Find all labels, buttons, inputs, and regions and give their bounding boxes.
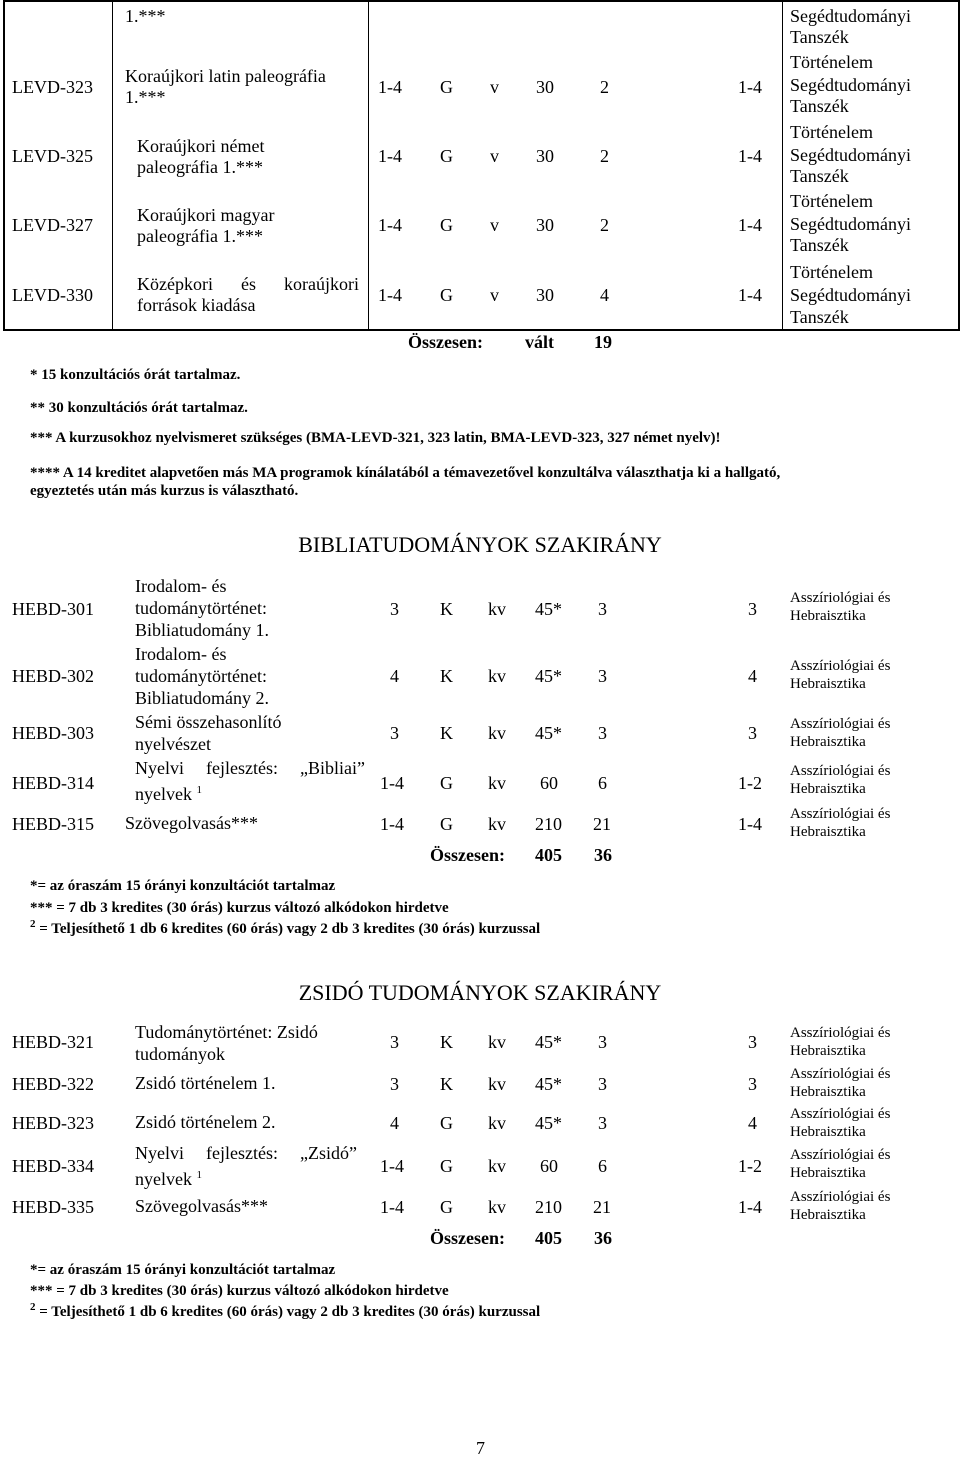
recommended-semester: 1-2 (738, 1156, 762, 1176)
total-label: Összesen: (430, 1228, 505, 1248)
credits: 2 (600, 215, 609, 235)
course-type: G (440, 285, 453, 305)
credits: 3 (598, 1032, 607, 1052)
hours: 45* (535, 723, 562, 743)
course-name: Zsidó történelem 1. (135, 1073, 276, 1093)
course-name: 1.*** (125, 87, 166, 107)
course-code: LEVD-330 (12, 285, 93, 305)
course-code: HEBD-322 (12, 1074, 94, 1094)
dept-line: Hebraisztika (790, 734, 866, 750)
course-name-tail: 1.*** (125, 6, 166, 26)
hours: 45* (535, 1113, 562, 1133)
footnote-marker: 1 (196, 1169, 202, 1181)
course-name: Koraújkori német (137, 136, 265, 156)
hours: 60 (540, 1156, 558, 1176)
footnote: = Teljesíthető 1 db 6 kredites (60 órás) vagy 2 db 3 kredites (30 órás) kurzussal (39, 1304, 541, 1320)
hours: 210 (535, 1197, 562, 1217)
course-name: Bibliatudomány 2. (135, 688, 269, 708)
course-name: Szövegolvasás*** (125, 813, 258, 833)
dept-line: Tanszék (790, 166, 849, 186)
hours: 60 (540, 773, 558, 793)
total-hours: 405 (535, 1228, 562, 1248)
course-code: LEVD-327 (12, 215, 93, 235)
hours: 30 (536, 77, 554, 97)
eval-type: kv (488, 773, 506, 793)
course-type: G (440, 146, 453, 166)
course-name: Bibliatudomány 1. (135, 620, 269, 640)
course-type: G (440, 1113, 453, 1133)
eval-type: kv (488, 723, 506, 743)
recommended-semester: 1-2 (738, 773, 762, 793)
dept-line: Segédtudományi (790, 145, 911, 165)
recommended-semester: 4 (748, 666, 757, 686)
course-type: G (440, 77, 453, 97)
eval-type: kv (488, 666, 506, 686)
course-name: Sémi összehasonlító (135, 712, 282, 732)
footnote: *** A kurzusokhoz nyelvismeret szükséges (BMA-LEVD-321, 323 latin, BMA-LEVD-323, 327 német nyelv)! (30, 430, 721, 446)
dept-line: Asszíriológiai és (790, 763, 891, 779)
course-name: Irodalom- és (135, 644, 227, 664)
course-type: G (440, 1197, 453, 1217)
dept-line: Tanszék (790, 96, 849, 116)
credits: 6 (598, 1156, 607, 1176)
semester: 3 (390, 1074, 399, 1094)
semester: 1-4 (378, 215, 402, 235)
eval-type: v (490, 215, 499, 235)
dept-line: Hebraisztika (790, 1124, 866, 1140)
dept-line: Történelem (790, 262, 873, 282)
credits: 21 (593, 814, 611, 834)
course-type: K (440, 666, 453, 686)
dept-line: Hebraisztika (790, 676, 866, 692)
dept-line: Segédtudományi (790, 75, 911, 95)
eval-type: kv (488, 1113, 506, 1133)
hours: 30 (536, 285, 554, 305)
semester: 3 (390, 1032, 399, 1052)
eval-type: kv (488, 1074, 506, 1094)
dept-line: Tanszék (790, 307, 849, 327)
credits: 3 (598, 1113, 607, 1133)
course-code: HEBD-334 (12, 1156, 94, 1176)
footnote: egyeztetés után más kurzus is választható. (30, 483, 299, 499)
course-name: Koraújkori magyar (137, 205, 275, 225)
semester: 1-4 (380, 1156, 404, 1176)
course-name: paleográfia 1.*** (137, 226, 263, 246)
semester: 1-4 (378, 77, 402, 97)
course-code: LEVD-325 (12, 146, 93, 166)
total-credits: 36 (594, 845, 612, 865)
dept-line: Hebraisztika (790, 824, 866, 840)
course-name: Szövegolvasás*** (135, 1196, 268, 1216)
hours: 45* (535, 1074, 562, 1094)
recommended-semester: 1-4 (738, 146, 762, 166)
total-credits: 19 (594, 332, 612, 352)
dept-line: Hebraisztika (790, 781, 866, 797)
total-credits: 36 (594, 1228, 612, 1248)
dept-line: Asszíriológiai és (790, 658, 891, 674)
semester: 3 (390, 599, 399, 619)
footnote-marker: 2 (30, 918, 36, 930)
semester: 3 (390, 723, 399, 743)
credits: 3 (598, 723, 607, 743)
recommended-semester: 1-4 (738, 1197, 762, 1217)
footnote: * 15 konzultációs órát tartalmaz. (30, 367, 241, 383)
footnote: ** 30 konzultációs órát tartalmaz. (30, 400, 248, 416)
course-type: G (440, 1156, 453, 1176)
course-name: Nyelvi fejlesztés: „Zsidó” (135, 1143, 357, 1163)
hours: 45* (535, 599, 562, 619)
course-type: K (440, 599, 453, 619)
dept-line: Asszíriológiai és (790, 1025, 891, 1041)
course-name: források kiadása (137, 295, 256, 315)
dept-line: Asszíriológiai és (790, 716, 891, 732)
course-code: HEBD-323 (12, 1113, 94, 1133)
dept-line: Tanszék (790, 27, 849, 47)
course-name: Középkori és koraújkori (137, 274, 359, 294)
course-type: G (440, 814, 453, 834)
recommended-semester: 3 (748, 1032, 757, 1052)
dept-line: Asszíriológiai és (790, 1106, 891, 1122)
dept-line: Hebraisztika (790, 1043, 866, 1059)
course-name: Koraújkori latin paleográfia (125, 66, 326, 86)
dept-line: Asszíriológiai és (790, 1189, 891, 1205)
course-name: Tudománytörténet: Zsidó (135, 1022, 318, 1042)
dept-line: Asszíriológiai és (790, 1066, 891, 1082)
eval-type: kv (488, 814, 506, 834)
eval-type: v (490, 77, 499, 97)
recommended-semester: 1-4 (738, 814, 762, 834)
credits: 4 (600, 285, 609, 305)
course-code: HEBD-301 (12, 599, 94, 619)
semester: 4 (390, 666, 399, 686)
hours: 30 (536, 146, 554, 166)
semester: 1-4 (378, 285, 402, 305)
dept-line: Történelem (790, 191, 873, 211)
semester: 1-4 (378, 146, 402, 166)
total-eval: vált (525, 332, 554, 352)
semester: 4 (390, 1113, 399, 1133)
recommended-semester: 3 (748, 723, 757, 743)
total-hours: 405 (535, 845, 562, 865)
dept-line: Segédtudományi (790, 6, 911, 26)
dept-line: Tanszék (790, 235, 849, 255)
course-name: Nyelvi fejlesztés: „Bibliai” (135, 758, 365, 778)
semester: 1-4 (380, 1197, 404, 1217)
hours: 210 (535, 814, 562, 834)
hours: 30 (536, 215, 554, 235)
dept-line: Hebraisztika (790, 1084, 866, 1100)
credits: 3 (598, 666, 607, 686)
recommended-semester: 1-4 (738, 215, 762, 235)
footnote-wrap (30, 1301, 540, 1321)
footnote: *= az óraszám 15 órányi konzultációt tartalmaz (30, 878, 336, 894)
dept-line: Segédtudományi (790, 285, 911, 305)
eval-type: v (490, 146, 499, 166)
dept-line: Asszíriológiai és (790, 590, 891, 606)
dept-line: Hebraisztika (790, 608, 866, 624)
course-name: tudománytörténet: (135, 666, 267, 686)
course-name: paleográfia 1.*** (137, 157, 263, 177)
course-name: nyelvek (135, 1169, 192, 1189)
credits: 2 (600, 146, 609, 166)
course-type: K (440, 723, 453, 743)
page-number: 7 (476, 1438, 485, 1458)
section-heading: BIBLIATUDOMÁNYOK SZAKIRÁNY (298, 532, 662, 557)
course-code: HEBD-303 (12, 723, 94, 743)
course-code: LEVD-323 (12, 77, 93, 97)
footnote-marker: 1 (196, 784, 202, 796)
course-type: K (440, 1074, 453, 1094)
course-code: HEBD-314 (12, 773, 94, 793)
semester: 1-4 (380, 814, 404, 834)
footnote-wrap (30, 918, 540, 938)
credits: 3 (598, 599, 607, 619)
dept-line: Történelem (790, 122, 873, 142)
course-type: K (440, 1032, 453, 1052)
course-name: tudományok (135, 1044, 225, 1064)
section-heading: ZSIDÓ TUDOMÁNYOK SZAKIRÁNY (298, 980, 662, 1005)
footnote-marker: 2 (30, 1301, 36, 1313)
course-code: HEBD-335 (12, 1197, 94, 1217)
credits: 3 (598, 1074, 607, 1094)
footnote: **** A 14 kreditet alapvetően más MA programok kínálatából a témavezetővel konzultálva választhatja ki a hallgató, (30, 465, 781, 481)
total-label: Összesen: (408, 332, 483, 352)
course-type: G (440, 773, 453, 793)
course-name: tudománytörténet: (135, 598, 267, 618)
course-code: HEBD-315 (12, 814, 94, 834)
semester: 1-4 (380, 773, 404, 793)
recommended-semester: 1-4 (738, 77, 762, 97)
dept-line: Történelem (790, 52, 873, 72)
table-divider (112, 0, 113, 331)
eval-type: kv (488, 1197, 506, 1217)
course-name: Irodalom- és (135, 576, 227, 596)
hours: 45* (535, 1032, 562, 1052)
footnote: *= az óraszám 15 órányi konzultációt tartalmaz (30, 1262, 336, 1278)
footnote: *** = 7 db 3 kredites (30 órás) kurzus változó alkódokon hirdetve (30, 900, 449, 916)
dept-line: Hebraisztika (790, 1165, 866, 1181)
eval-type: kv (488, 599, 506, 619)
footnote: *** = 7 db 3 kredites (30 órás) kurzus változó alkódokon hirdetve (30, 1283, 449, 1299)
eval-type: kv (488, 1032, 506, 1052)
recommended-semester: 4 (748, 1113, 757, 1133)
course-code: HEBD-321 (12, 1032, 94, 1052)
credits: 2 (600, 77, 609, 97)
dept-line: Asszíriológiai és (790, 1147, 891, 1163)
credits: 21 (593, 1197, 611, 1217)
course-name: Zsidó történelem 2. (135, 1112, 276, 1132)
eval-type: v (490, 285, 499, 305)
recommended-semester: 3 (748, 1074, 757, 1094)
course-name-wrap (135, 779, 202, 805)
footnote: = Teljesíthető 1 db 6 kredites (60 órás) vagy 2 db 3 kredites (30 órás) kurzussal (39, 921, 541, 937)
total-label: Összesen: (430, 845, 505, 865)
recommended-semester: 1-4 (738, 285, 762, 305)
course-name: nyelvek (135, 784, 192, 804)
course-code: HEBD-302 (12, 666, 94, 686)
hours: 45* (535, 666, 562, 686)
course-name-wrap (135, 1164, 202, 1190)
credits: 6 (598, 773, 607, 793)
table-divider (782, 0, 783, 331)
course-name: nyelvészet (135, 734, 211, 754)
dept-line: Segédtudományi (790, 214, 911, 234)
recommended-semester: 3 (748, 599, 757, 619)
dept-line: Hebraisztika (790, 1207, 866, 1223)
dept-line: Asszíriológiai és (790, 806, 891, 822)
course-type: G (440, 215, 453, 235)
table-divider (368, 0, 369, 331)
eval-type: kv (488, 1156, 506, 1176)
